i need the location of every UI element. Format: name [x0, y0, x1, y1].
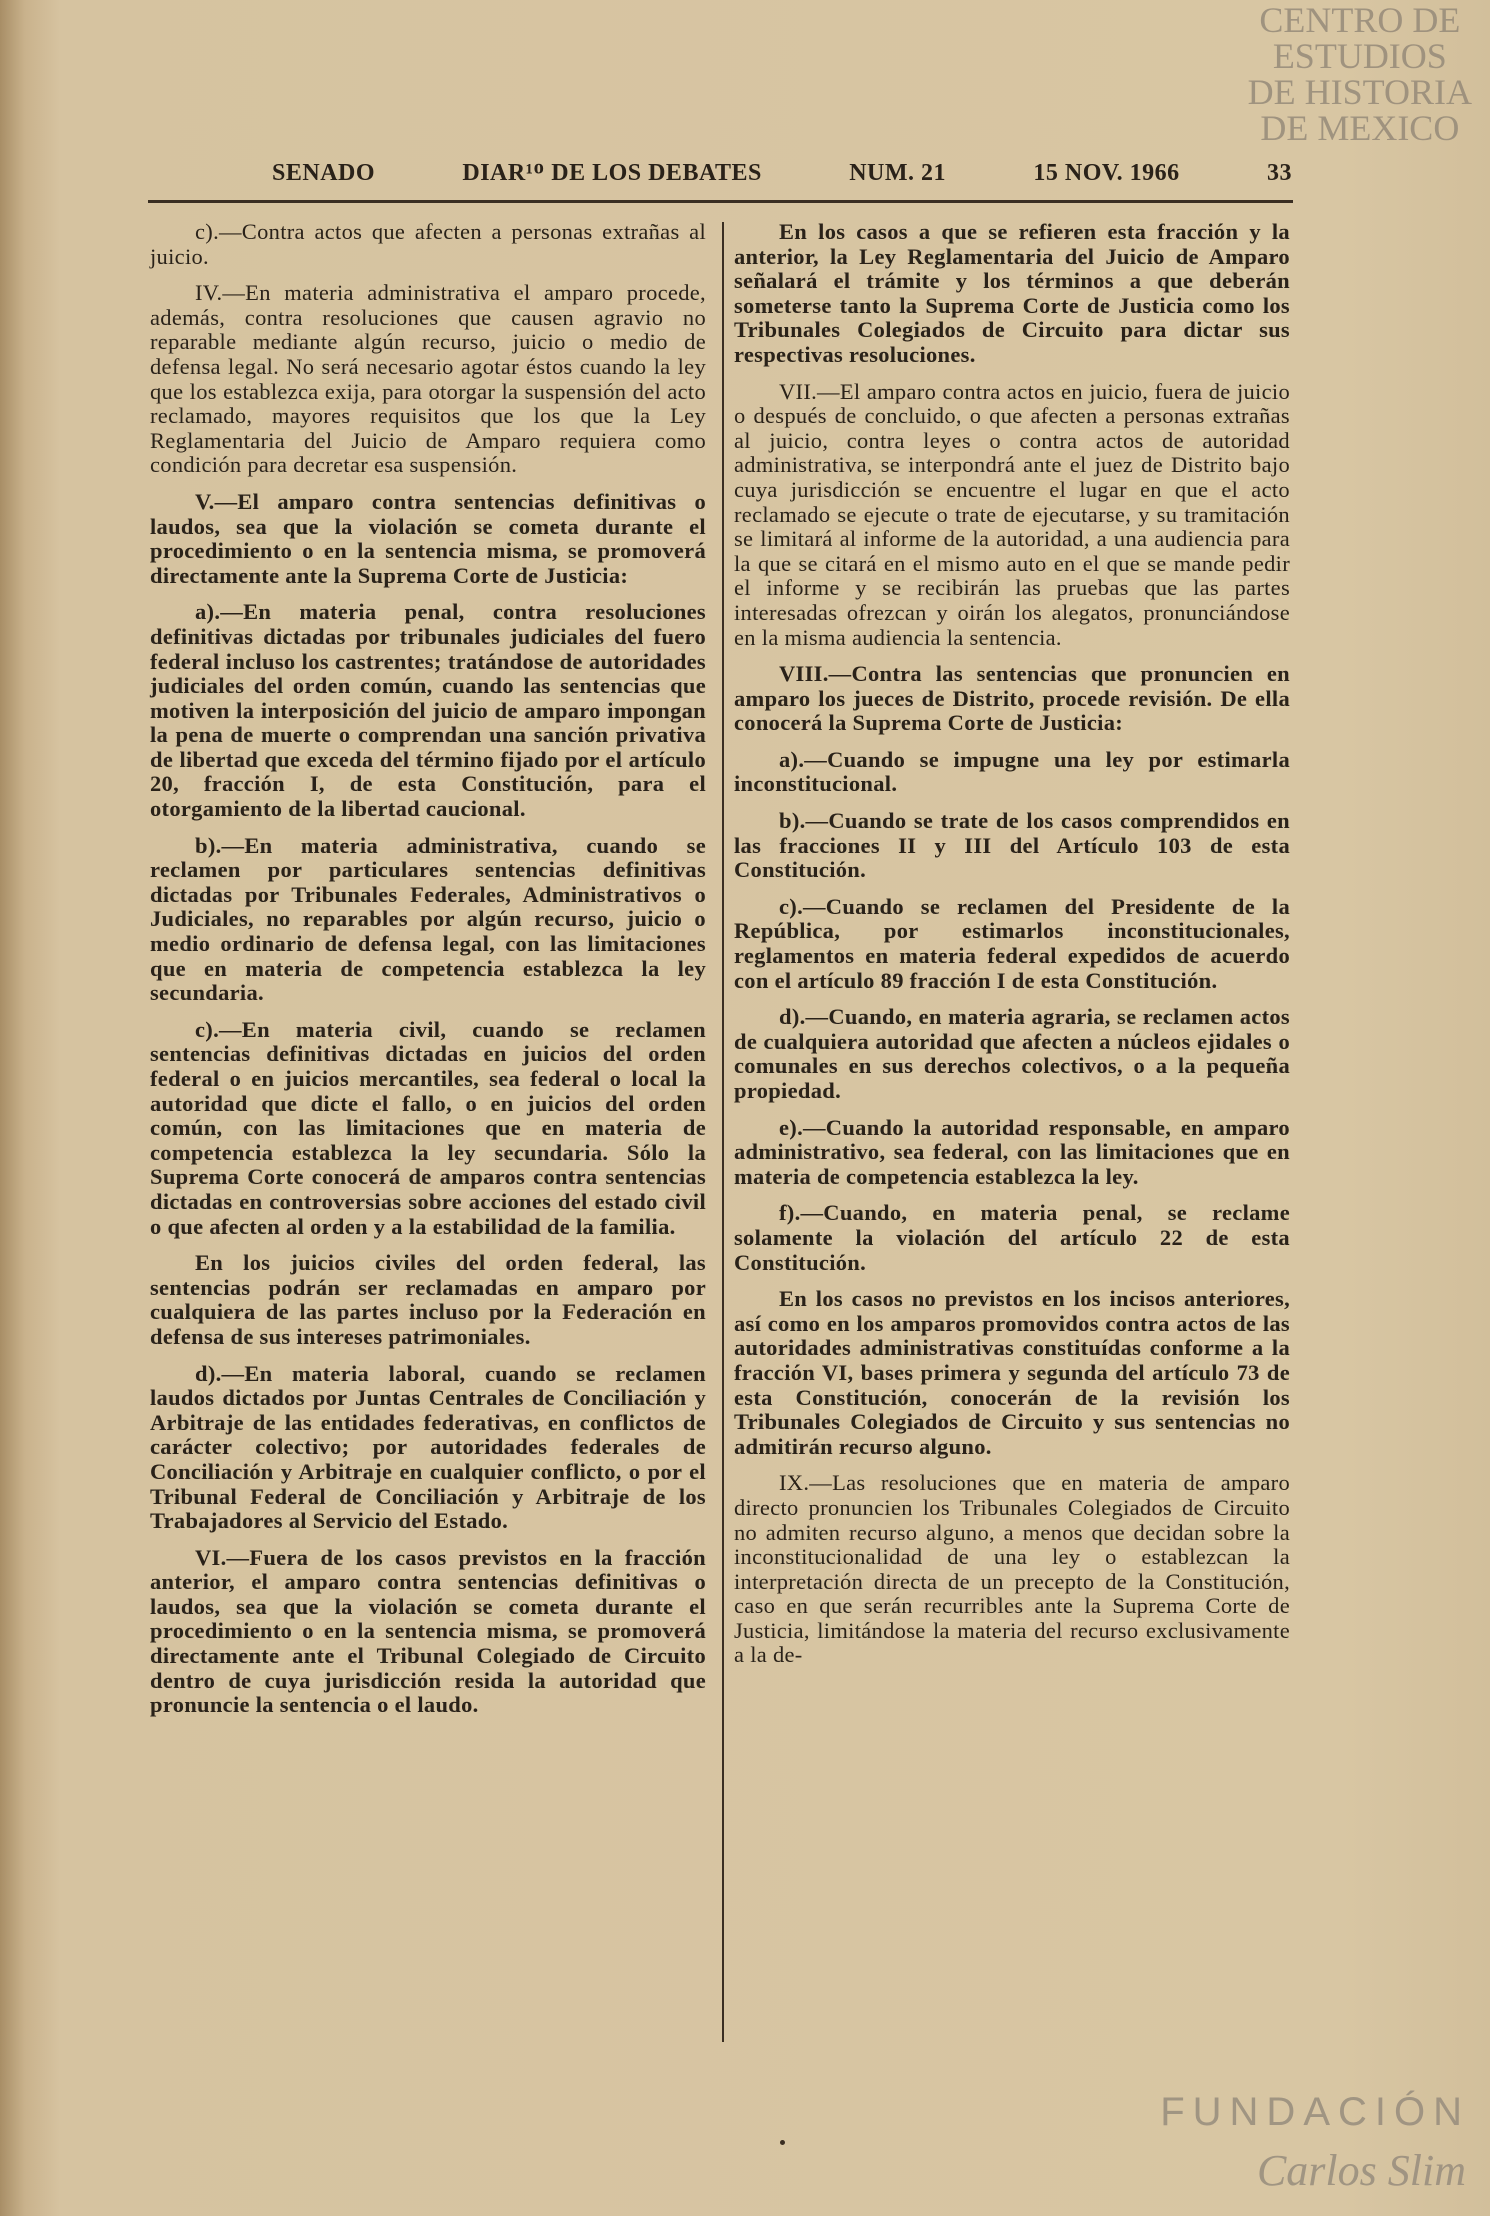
paragraph: c).—Cuando se reclamen del Presidente de la República, por estimarlos inconstitucionales, reglamentos en materia federal expedidos de acuerdo con el artículo 89 fracción I de esta Constitución. [734, 893, 1290, 993]
paragraph: V.—El amparo contra sentencias definitivas o laudos, sea que la violación se cometa durante el procedimiento o en la sentencia misma, se promoverá directamente ante la Suprema Corte de Justicia: [150, 488, 706, 588]
paragraph: b).—Cuando se trate de los casos comprendidos en las fracciones II y III del Artículo 103 de esta Constitución. [734, 808, 1290, 883]
watermark-line: DE MEXICO [1260, 108, 1460, 148]
watermark-centro-estudios [1248, 2, 1472, 146]
paragraph: IX.—Las resoluciones que en materia de amparo directo pronuncien los Tribunales Colegiados de Circuito no admiten recurso alguno, a menos que decidan sobre la inconstitucionalidad de una ley o establezcan la interpretación directa de un precepto de la Constitución, caso en que serán recurribles ante la Suprema Corte de Justicia, limitándose la materia del recurso exclusivamente a la de- [734, 1470, 1290, 1668]
header-date: 15 NOV. 1966 [1033, 160, 1180, 186]
watermark-line: ESTUDIOS [1272, 36, 1447, 76]
watermark-signature: Carlos Slim [1256, 2146, 1466, 2195]
header-title: DIAR¹ᴼ DE LOS DEBATES [462, 160, 762, 186]
watermark-line: DE HISTORIA [1247, 72, 1472, 112]
paragraph: En los casos no previstos en los incisos anteriores, así como en los amparos promovidos contra actos de las autoridades administrativas constituídas conforme a la fracción VI, bases primera y segunda del artículo 73 de esta Constitución, conocerán de la revisión los Tribunales Colegiados de Circuito y sus sentencias no admitirán recurso alguno. [734, 1286, 1290, 1459]
header-number: NUM. 21 [849, 160, 947, 186]
paragraph: d).—En materia laboral, cuando se reclamen laudos dictados por Juntas Centrales de Conciliación y Arbitraje de las entidades federativas, en conflictos de carácter colectivo; por autoridades federales de Conciliación y Arbitraje en cualquier conflicto, o por el Tribunal Federal de Conciliación y Arbitraje de los Trabajadores al Servicio del Estado. [150, 1360, 706, 1534]
paragraph: VI.—Fuera de los casos previstos en la fracción anterior, el amparo contra sentencias definitivas o laudos, sea que la violación se cometa durante el procedimiento o en la sentencia misma, se promoverá directamente ante el Tribunal Colegiado de Circuito dentro de cuya jurisdicción resida la autoridad que pronuncie la sentencia o el laudo. [150, 1544, 706, 1718]
paragraph: VIII.—Contra las sentencias que pronuncien en amparo los jueces de Distrito, procede revisión. De ella conocerá la Suprema Corte de Justicia: [734, 661, 1290, 736]
watermark-fundacion: FUNDACIÓN [1160, 2090, 1470, 2134]
paragraph: a).—Cuando se impugne una ley por estimarla inconstitucional. [734, 746, 1290, 797]
running-header [272, 160, 1292, 187]
header-rule [148, 200, 1293, 203]
paragraph: c).—En materia civil, cuando se reclamen sentencias definitivas dictadas en juicios del orden federal o en juicios mercantiles, sea federal o local la autoridad que dicte el fallo, o en juicios del orden común, con las limitaciones que en materia de competencia establezca la ley secundaria. Sólo la Suprema Corte conocerá de amparos contra sentencias dictadas en controversias sobre acciones del estado civil o que afecten al orden y a la estabilidad de la familia. [150, 1016, 706, 1239]
paragraph: d).—Cuando, en materia agraria, se reclamen actos de cualquiera autoridad que afecten a núcleos ejidales o comunales en sus derechos colectivos, o a la pequeña propiedad. [734, 1004, 1290, 1103]
page-mark [780, 2140, 785, 2145]
paragraph: VII.—El amparo contra actos en juicio, fuera de juicio o después de concluido, o que afecten a personas extrañas al juicio, contra leyes o contra actos de autoridad administrativa, se interpondrá ante el juez de Distrito bajo cuya jurisdicción se encuentre el lugar en que el acto reclamado se ejecute o trate de ejecutarse, y su tramitación se limitará al informe de la autoridad, a una audiencia para la que se citará en el mismo auto en el que se mande pedir el informe y se recibirán las pruebas que las partes interesadas ofrezcan y oirán los alegatos, pronunciándose en la misma audiencia la sentencia. [734, 378, 1290, 650]
paragraph: b).—En materia administrativa, cuando se reclamen por particulares sentencias definitivas dictadas por Tribunales Federales, Administrativos o Judiciales, no reparables por algún recurso, juicio o medio ordinario de defensa legal, con las limitaciones que en materia de competencia establezca la ley secundaria. [150, 832, 706, 1006]
header-page-number: 33 [1266, 160, 1292, 186]
paragraph: e).—Cuando la autoridad responsable, en amparo administrativo, sea federal, con las limitaciones que en materia de competencia establezca la ley. [734, 1114, 1290, 1189]
paragraph: IV.—En materia administrativa el amparo procede, además, contra resoluciones que causen agravio no reparable mediante algún recurso, juicio o medio de defensa legal. No será necesario agotar éstos cuando la ley que los establezca exija, para otorgar la suspensión del acto reclamado, mayores requisitos que los que la Ley Reglamentaria del Juicio de Amparo requiera como condición para decretar esa suspensión. [150, 280, 706, 478]
watermark-line: CENTRO DE [1259, 0, 1461, 40]
column-divider [722, 222, 724, 2042]
paragraph: a).—En materia penal, contra resoluciones definitivas dictadas por tribunales judiciales del fuero federal incluso los castrentes; tratándose de autoridades judiciales del orden común, cuando las sentencias que motiven la interposición del juicio de amparo impongan la pena de muerte o comprendan una sanción privativa de libertad que exceda del término fijado por el artículo 20, fracción I, de esta Constitución, para el otorgamiento de la libertad caucional. [150, 599, 706, 822]
left-column [150, 220, 706, 1730]
right-column [734, 220, 1290, 1680]
paragraph: c).—Contra actos que afecten a personas extrañas al juicio. [150, 219, 706, 269]
paragraph: En los casos a que se refieren esta fracción y la anterior, la Ley Reglamentaria del Juicio de Amparo señalará el trámite y los términos a que deberán someterse tanto la Suprema Corte de Justicia como los Tribunales Colegiados de Circuito para dictar sus respectivas resoluciones. [734, 219, 1290, 367]
paragraph: En los juicios civiles del orden federal, las sentencias podrán ser reclamadas en amparo por cualquiera de las partes incluso por la Federación en defensa de sus intereses patrimoniales. [150, 1250, 706, 1349]
paragraph: f).—Cuando, en materia penal, se reclame solamente la violación del artículo 22 de esta Constitución. [734, 1200, 1290, 1275]
header-section: SENADO [272, 160, 376, 186]
